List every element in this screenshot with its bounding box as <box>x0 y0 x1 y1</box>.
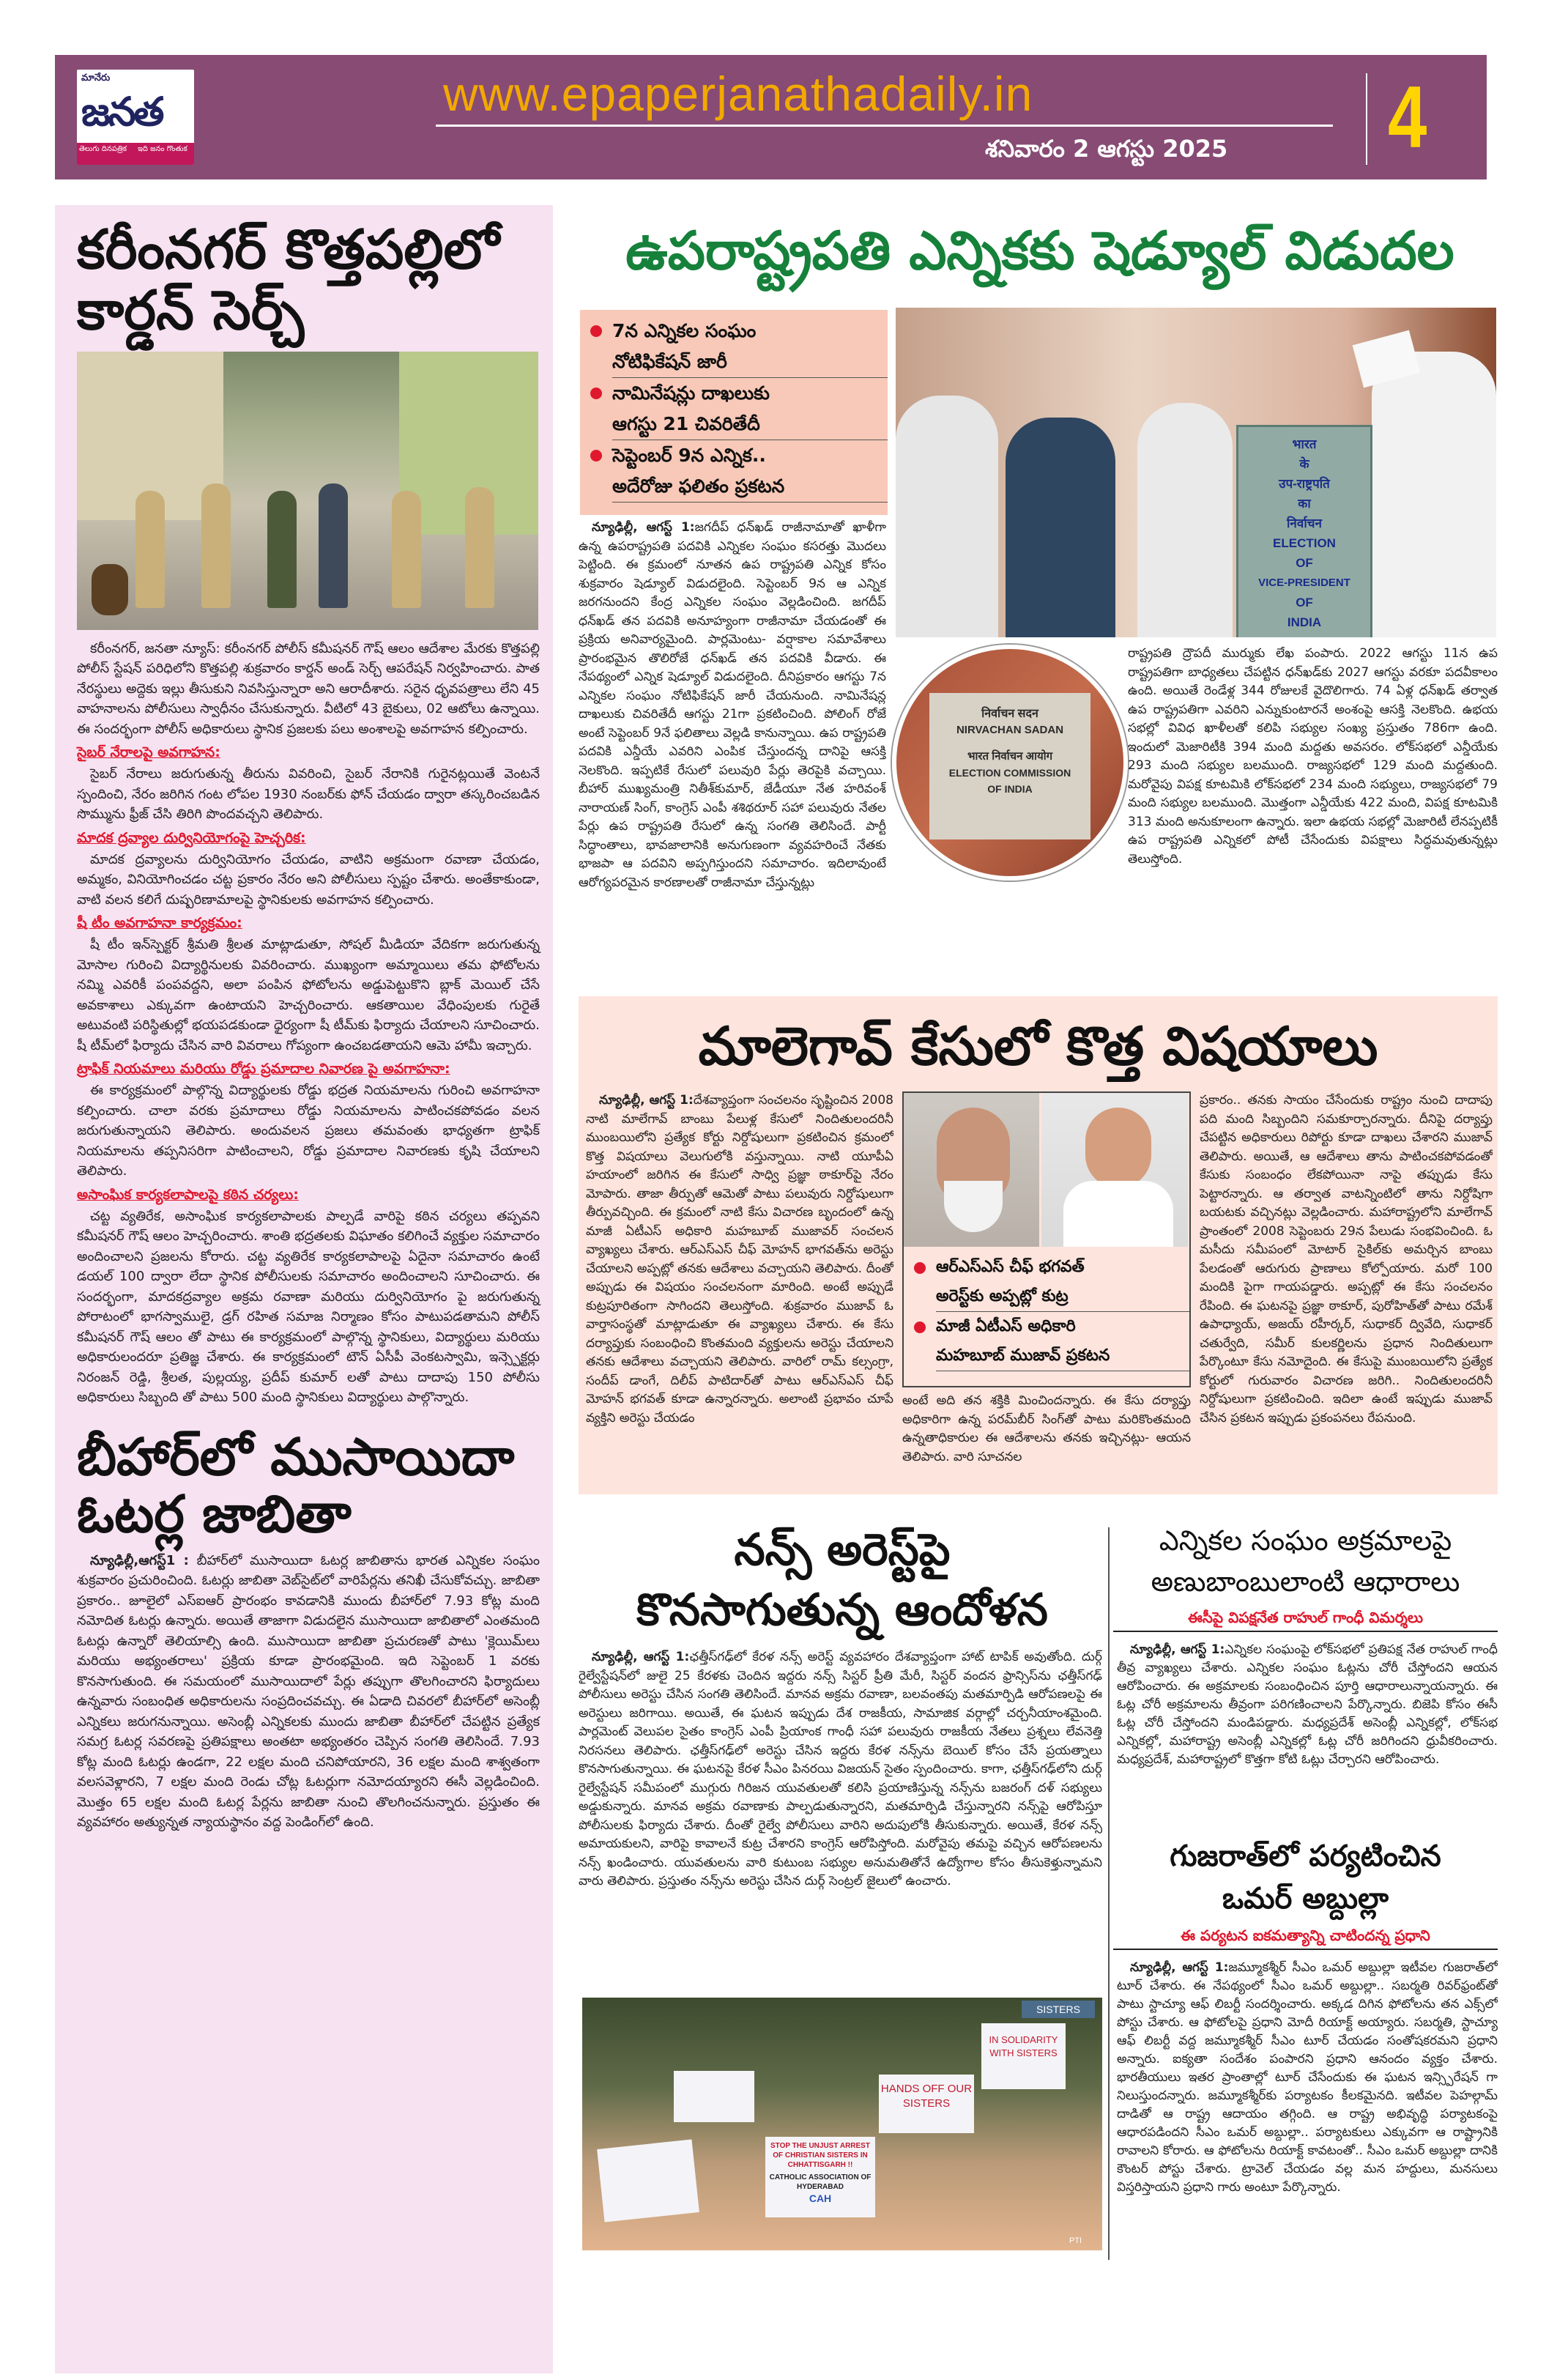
section-text: షీ టీం ఇన్‌స్పెక్టర్ శ్రీమతి శ్రీలత మాట్లాడుతూ, సోషల్ మీడియా వేదికగా జరుగుతున్న మోసాల గురించి విద్యార్థినులకు వివరించారు. ముఖ్యంగా అమ్మాయిలు తమ ఫోటోలను నమ్మి ఎవరికీ పంపవద్దని, అలా పంపిన ఫోటోలను అడ్డుపెట్టుకొని బ్లాక్ మెయిల్ చేసే అవకాశాలు ఎక్కువగా ఉంటాయని హెచ్చరించారు. ఆకతాయిల వేధింపులకు గురైతే అటువంటి పరిస్థితుల్లో భయపడకుండా ధైర్యంగా షీ టీమ్‌కు ఫిర్యాదు చేయాలని సూచించారు. షీ టీమ్‌లో ఫిర్యాదు చేసిన వారి వివరాలు గోప్యంగా ఉంచబడతాయని ఆమె హామీ ఇచ్చారు. <box>77 937 540 1053</box>
nuns-headline-line1: నన్స్ అరెస్ట్‌పై <box>734 1524 951 1576</box>
omar-dateline: న్యూఢిల్లీ, ఆగస్ట్ 1: <box>1130 1960 1229 1975</box>
vp-election-bullets <box>580 310 888 515</box>
omar-subhead: ఈ పర్యటన ఐకమత్యాన్ని చాటిందన్న ప్రధాని <box>1113 1925 1498 1950</box>
nuns-body <box>579 1648 1102 1989</box>
bullet-item: నామినేషన్లు దాఖలుకు ఆగస్టు 21 చివరితేదీ <box>580 378 888 440</box>
header-divider <box>436 125 1333 127</box>
bullet-dot-icon <box>590 450 602 461</box>
section-text: మాదక ద్రవ్యాలను దుర్వినియోగం చేయడం, వాటిని అక్రమంగా రవాణా చేయడం, అమ్మకం, వినియోగించడం చట్ట ప్రకారం నేరం అని పోలీసులు స్పష్టం చేశారు. అంతేకాకుండా, వాటి వలన కలిగే దుష్పరిణామాలపై స్థానికులకు అవగాహన కల్పించారు. <box>77 851 540 908</box>
omar-body <box>1117 1959 1498 2369</box>
bihar-headline: బీహార్‌లో ముసాయిదా ఓటర్ల జాబితా <box>77 1426 515 1545</box>
bullet-dot-icon <box>590 325 602 337</box>
nuns-headline <box>579 1520 1106 1640</box>
omar-headline-line1: గుజరాత్‌లో పర్యటించిన <box>1170 1839 1441 1873</box>
bullet-item: సెప్టెంబర్ 9న ఎన్నిక.. అదేరోజు ఫలితం ప్రకటన <box>580 440 888 503</box>
rahul-headline-line2: అణుబాంబులాంటి ఆధారాలు <box>1151 1565 1460 1598</box>
logo-strip <box>77 143 194 165</box>
section-title: షీ టీం అవగాహనా కార్యక్రమం: <box>77 915 242 932</box>
bihar-body <box>77 1551 540 1833</box>
vp-election-body-col1 <box>579 519 886 987</box>
column-divider <box>1108 1527 1110 2260</box>
rahul-body <box>1117 1641 1498 1824</box>
left-column <box>55 205 553 2373</box>
website-url[interactable]: www.epaperjanathadaily.in <box>443 67 1033 121</box>
rahul-dateline: న్యూఢిల్లీ, ఆగస్ట్ 1: <box>1130 1642 1225 1657</box>
nuns-text: ఛత్తీస్‌గఢ్‌లో కేరళ నన్స్ అరెస్ట్ వ్యవహారం దేశవ్యాప్తంగా హాట్ టాపిక్ అవుతోంది. దుర్గ్ రైల్వేస్టేషన్‌లో జులై 25 కేరళకు చెందిన ఇద్దరు నన్స్ సిస్టర్ ప్రీతి మేరీ, సిస్టర్ వందన ఫ్రాన్సిస్‌ను ఛత్తీస్‌గఢ్ పోలీసులు అరెస్టు చేసిన సంగతి తెలిసిందే. మానవ అక్రమ రవాణా, బలవంతపు మతమార్పిడి ఆరోపణలపై ఈ అరెస్టులు జరిగాయి. అయితే, ఈ ఘటన ఇప్పుడు దేశ రాజకీయ, సామాజిక వర్గాల్లో చర్చనీయాంశమైంది. పార్లమెంట్ వెలుపల సైతం కాంగ్రెస్ ఎంపీ ప్రియాంక గాంధీ సహా పలువురు రాజకీయ నేతలు ప్రశ్నలు లేవనెత్తి నిరసనలు తెలిపారు. ఛత్తీస్‌గఢ్‌లో అరెస్టు చేసిన ఇద్దరు కేరళ నన్స్‌ను బెయిల్ కోసం చేసే ప్రయత్నాలు కొనసాగుతున్నాయి. ఈ ఘటనపై కేరళ సీఎం పినరయి విజయన్ సైతం స్పందించారు. కాగా, ఛత్తీస్‌గఢ్‌లోని దుర్గ్ రైల్వేస్టేషన్ సమీపంలో ముగ్గురు గిరిజన యువతులతో కలిసి ప్రయాణిస్తున్న నన్స్‌ను బజరంగ్ దళ్ సభ్యులు అడ్డుకున్నారు. మానవ అక్రమ రవాణాకు పాల్పడుతున్నారని, మతమార్పిడి చేస్తున్నారని నన్స్‌పై ఆరోపిస్తూ పోలీసులకు ఫిర్యాదు చేశారు. దీంతో రైల్వే పోలీసులు వారిని అదుపులోకి తీసుకున్నారు. అయితే, కేరళ నన్స్‌ అమాయకులని, వారిపై కావాలనే కుట్ర చేశారని కాంగ్రెస్ ఆరోపిస్తోంది. మరోవైపు తమపై వచ్చిన ఆరోపణలను నన్స్‌ ఖండించారు. యువతులను వారి కుటుంబ సభ్యుల అనుమతితోనే ఉద్యోగాల కోసం తీసుకెళ్తున్నామని వారు తెలిపారు. ప్రస్తుతం నన్స్‌ను అరెస్టు చేసిన దుర్గ్ సెంట్రల్ జైలులో ఉంచారు. <box>579 1650 1102 1888</box>
karimnagar-headline: కరీంనగర్ కొత్తపల్లిలో కార్డన్ సెర్చ్ <box>77 218 499 342</box>
malegaon-photo-box <box>902 1091 1191 1387</box>
police-cordon-search-photo <box>77 352 538 630</box>
omar-headline-line2: ఒమర్ అబ్దుల్లా <box>1222 1882 1389 1916</box>
section-text: ఈ కార్యక్రమంలో పాల్గొన్న విద్యార్థులకు రోడ్డు భద్రత నియమాలను గురించి అవగాహనా కల్పించారు. చాలా వరకు ప్రమాదాలు రోడ్డు నియమాలను పాటించకపోవడం వలన జరుగుతున్నాయని తెలిపారు. అందువలన ప్రజలు తమవంతు భాధ్యతగా ట్రాఫిక్ నియమాలను తప్పనిసరిగా పాటించాలని, రోడ్డు ప్రమాదాల నివారణకు కృషి చేయాలని తెలిపారు. <box>77 1083 540 1179</box>
sign: SISTERS <box>1022 2001 1095 2018</box>
karimnagar-body <box>77 639 540 1408</box>
bullet-item: ఆర్ఎస్ఎస్ చీఫ్ భగవత్ అరెస్ట్‌కు అప్పట్లో కుట్ర <box>904 1253 1189 1312</box>
edition-date: శనివారం 2 ఆగస్టు 2025 <box>985 135 1228 163</box>
placard: HANDS OFF OUR SISTERS <box>879 2075 974 2133</box>
vp-text-col2: రాష్ట్రపతి ద్రౌపదీ ముర్ముకు లేఖ పంపారు. 2022 ఆగస్టు 11న ఉప రాష్ట్రపతిగా బాధ్యతలు చేపట్టిన ధన్‌ఖడ్‌కు 2027 ఆగస్టు వరకూ పదవీకాలం ఉంది. అయితే రెండేళ్ల 344 రోజులకే వైదొలిగారు. 74 ఏళ్ల ధన్‌ఖడ్ తర్వాత ఉప రాష్ట్రపతిగా ఎవరిని ఎన్నుకుంటారనే అంశంపై ఆసక్తి నెలకొంది. ఉభయ సభల్లో వివిధ ఖాళీలతో కలిపి సభ్యుల సంఖ్య ప్రస్తుతం 786గా ఉంది. ఇందులో మెజారిటీకి 394 మంది మద్దతు అవసరం. లోక్‌సభలో ఎన్డీయేకు 293 మంది సభ్యుల బలముంది. రాజ్యసభలో 129 మంది మద్దతుంది. మరోవైపు విపక్ష కూటమికి లోక్‌సభలో 234 మంది సభ్యులు, రాజ్యసభలో 79 మంది సభ్యుల బలముంది. మొత్తంగా ఎన్డీయేకు 422 మంది, విపక్ష కూటమికి 313 మంది అనుకూలంగా ఉన్నారు. ఇలా ఉభయ సభల్లో మెజారిటీ లేనప్పటికీ ఉప రాష్ట్రపతి ఎన్నికలో పోటీ చేసేందుకు విపక్షాలు సిద్ధమవుతున్నట్లు తెలుస్తోంది. <box>1128 646 1498 867</box>
page-number: 4 <box>1388 68 1427 166</box>
ballot-box: भारत के उप-राष्ट्रपति का निर्वाचन ELECTION OF VICE-PRESIDENT OF INDIA <box>1236 425 1372 637</box>
malegaon-article <box>579 996 1498 1494</box>
malegaon-headline: మాలెగావ్ కేసులో కొత్త విషయాలు <box>698 1015 1378 1077</box>
malegaon-dateline: న్యూఢిల్లీ, ఆగస్ట్ 1: <box>599 1093 694 1108</box>
mehboob-mujawar-photo <box>904 1093 1039 1247</box>
placard: IN SOLIDARITY WITH SISTERS <box>981 2023 1066 2089</box>
vp-dateline: న్యూఢిల్లీ, ఆగస్ట్ 1: <box>592 520 695 535</box>
section-text: చట్ట వ్యతిరేక, అసాంఘిక కార్యకలాపాలకు పాల్పడే వారిపై కఠిన చర్యలు తప్పవని కమీషనర్ గౌష్ ఆలం హెచ్చరించారు. శాంతి భద్రతలకు విఘాతం కలిగించే వ్యక్తుల సమాచారం అందించాలని ప్రజలను కోరారు. చట్ట వ్యతిరేక కార్యకలాపాలపై ఏదైనా సమాచారం ఉంటే డయల్ 100 ద్వారా లేదా స్థానిక పోలీసులకు సమాచారం అందించాలని సూచించారు. ఈ సందర్భంగా, మాదకద్రవ్యాల అక్రమ రవాణా మరియు దుర్వినియోగం పై జరుగుతున్న పోరాటంలో భాగస్వాములై, డ్రగ్ రహిత సమాజ నిర్మాణం కోసం పాటుపడతామని పోలీస్ కమీషనర్ గౌష్ ఆలం తో పాటు ఈ కార్యక్రమంలో పాల్గొన్న స్థానికులు, విద్యార్థులు మరియు అధికారులందరూ ప్రతిజ్ఞ చేశారు. ఈ కార్యక్రమంలో టౌన్ ఏసీపీ వెంకటస్వామి, ఇన్స్పెక్టర్లు నిరంజన్ రెడ్డి, శ్రీలత, పుల్లయ్య, ప్రదీప్ కుమార్ లతో పాటు దాదాపు 150 పోలీసు అధికారులు సిబ్బంది తో పాటు 500 మంది స్థానికులు విద్యార్థులు పాల్గొన్నారు. <box>77 1208 540 1406</box>
nuns-headline-line2: కొనసాగుతున్న ఆందోళన <box>636 1584 1048 1636</box>
bullet-item: 7న ఎన్నికల సంఘం నోటిఫికేషన్ జారీ <box>580 316 888 378</box>
header-vertical-divider <box>1366 73 1367 165</box>
rahul-headline <box>1113 1520 1498 1602</box>
election-commission-building-photo: निर्वाचन सदन NIRVACHAN SADAN भारत निर्वाचन आयोग ELECTION COMMISSION OF INDIA <box>892 645 1128 881</box>
karimnagar-lead: కరీంనగర్, జనతా న్యూస్: కరీంనగర్ పోలీస్ కమీషనర్ గౌష్ ఆలం ఆదేశాల మేరకు కొత్తపల్లి పోలీస్ స్టేషన్ పరిధిలోని కొత్తపల్లి శుక్రవారం కార్డన్ అండ్ సెర్చ్ ఆపరేషన్ నిర్వహించారు. పాత నేరస్థులు అద్దెకు ఇల్లు తీసుకుని నివసిస్తున్నారా అని ఆరాదీశారు. సరైన ధృవపత్రాలు లేని 45 వాహనాలను పోలీసులు స్వాధీనం చేసుకున్నారు. వీటిలో 43 బైకులు, 02 ఆటోలు ఉన్నాయి. ఈ సందర్భంగా పోలీస్ అధికారులు స్థానిక ప్రజలకు పలు అంశాలపై అవగాహన కల్పించారు. <box>77 640 540 737</box>
nuns-protest-photo <box>582 1998 1102 2250</box>
bullet-item: మాజీ ఏటీఎస్ అధికారి మహబూబ్ ముజావ్ ప్రకటన <box>904 1312 1189 1371</box>
logo-tag-left: తెలుగు దినపత్రిక <box>79 145 127 153</box>
omar-text: జమ్మూకశ్మీర్ సీఎం ఒమర్ అబ్దుల్లా ఇటీవల గుజరాత్‌లో టూర్ చేశారు. ఈ నేపథ్యంలో సీఎం ఒమర్ అబ్దుల్లా.. సబర్మతి రివర్‌ఫ్రంట్‌తో పాటు స్టాచ్యూ ఆఫ్ లిబర్టీ సందర్శించారు. అక్కడ దిగిన ఫోటోలను తన ఎక్స్‌లో పోస్టు చేశారు. ఆ ఫోటోలపై ప్రధాని మోదీ రియాక్ట్ అయ్యారు. సబర్మతి, స్టాచ్యూ ఆఫ్ లిబర్టీ వద్ద జమ్మూకశ్మీర్ సీఎం టూర్ చేయడం సంతోషకరమని ప్రధాని అన్నారు. ఐక్యతా సందేశం పంపారని ప్రధాని ఆనందం వ్యక్తం చేశారు. భారతీయులు ఇతర ప్రాంతాల్లో టూర్ చేసేందుకు ఈ ఘటన ఇన్స్పిరేషన్ గా నిలుస్తుందన్నారు. జమ్మూకశ్మీర్‌కు పర్యాటకం కీలకమైనది. ఇటీవల పెహల్గామ్ దాడితో ఆ రాష్ట్ర ఆదాయం తగ్గింది. ఆ రాష్ట్ర అభివృద్ధి పర్యాటకంపై ఆధారపడిందని సీఎం ఒమర్ అబ్దుల్లా.. పర్యాటకులు ఎక్కువగా ఆ రాష్ట్రానికి రావాలని కోరారు. ఆ ఫోటోలను రియాక్ట్ కావటంతో.. సీఎం ఒమర్ అబ్దుల్లా దానికి కౌంటర్ పోస్టు చేశారు. ట్రావెల్ చేయడం వల్ల మన హద్దులు, మనసులు విస్తరిస్తాయని ప్రధాని గారు అంటూ పేర్కొన్నారు. <box>1117 1960 1498 2195</box>
malegaon-body-col3: ప్రకారం.. తనకు సాయం చేసేందుకు రాష్ట్రం నుంచి దాదాపు పది మంది సిబ్బందిని సమకూర్చారన్నారు. దీనిపై దర్యాప్తు చేపట్టిన అధికారులు రిపోర్టు కూడా దాఖలు చేశారని ముజావ్ తెలిపారు. అయితే, ఆ ఆదేశాలు తాను పాటించకపోవడంతో కేసుకు సంబంధం లేకపోయినా నాపై తప్పుడు కేసు పెట్టారన్నారు. ఆ తర్వాత వాటన్నింటిలో తాను నిర్దోషిగా బయటకు వచ్చినట్లు వెల్లడించారు. మహారాష్ట్రలోని మాలేగావ్ ప్రాంతంలో 2008 సెప్టెంబరు 29న పేలుడు సంభవించింది. ఓ మసీదు సమీపంలో మోటార్ సైకిల్‌కు అమర్చిన బాంబు పేలడంతో ఆరుగురు ప్రాణాలు కోల్పోయారు. మరో 100 మందికి పైగా గాయపడ్డారు. అప్పట్లో ఈ కేసు సంచలనం రేపింది. ఈ ఘటనపై ప్రజ్ఞా ఠాకూర్, పురోహిత్‌తో పాటు రమేశ్ ఉపాధ్యాయ్, అజయ్ రహీర్కర్, సుధాకర్ ద్వివేది, సుధాకర్ చతుర్వేది, సమీర్ కులకర్ణిలను ప్రధాన నిందితులుగా పేర్కొంటూ కేసు నమోదైంది. ఈ కేసుపై ముంబయిలోని ప్రత్యేక కోర్టులో గురువారం విచారణ జరిగి.. నిందితులందరినీ నిర్దోషులుగా ప్రకటించింది. ఇదిలా ఉంటే ఇప్పుడు ముజావ్ చేసిన ప్రకటన ఇప్పుడు ప్రకంపనలు రేపనుంది. <box>1200 1093 1493 1426</box>
bihar-text: బీహార్‌లో ముసాయిదా ఓటర్ల జాబితాను భారత ఎన్నికల సంఘం శుక్రవారం ప్రచురించింది. ఓటర్లు జాబితా వెబ్‌సైట్‌లో వారిపేర్లను తనిఖీ చేసుకోవచ్చు. జాబితా ప్రకారం.. జూలైలో ఎస్ఐఆర్ ప్రారంభం కావడానికి ముందు బీహార్‌లో 7.93 కోట్ల మంది నమోదిత ఓటర్లు ఉన్నారు. అయితే తాజాగా విడుదలైన ముసాయిదా జాబితాలో ఎంతమంది ఓటర్లు ఉన్నారో తెలియాల్సి ఉంది. ముసాయిదా జాబితా ప్రచురణతో పాటు 'క్లెయిమ్‌లు మరియు అభ్యంతరాలు' ప్రక్రియ కూడా ప్రారంభమైంది. ఇది సెప్టెంబర్ 1 వరకు కొనసాగుతుంది. ఈ సమయంలో ముసాయిదాలో పేర్లు తప్పుగా తొలగించారని ఫిర్యాదులు ఉన్నవారు సంబంధిత అధికారులను సంప్రదించవచ్చు. ఈ ఏడాది చివరలో బీహార్‌లో అసెంబ్లీ ఎన్నికలు జరుగనున్నాయి. అసెంబ్లీ ఎన్నికలకు ముందు జాబితా బీహార్‌లో చేపట్టిన ప్రత్యేక సమగ్ర ఓటర్ల సవరణపై ప్రతిపక్షాలు అంతటా అభ్యంతరం చెప్పిన సంగతి తెలిసిందే. 7.93 కోట్ల మంది ఓటర్లు ఉండగా, 22 లక్షల మంది చనిపోయారని, 36 లక్షల మంది శాశ్వతంగా వలసవెళ్లారని, 7 లక్షల మంది రెండు చోట్ల ఓటర్లుగా నమోదయ్యారని ఈసీ వెల్లడించింది. మొత్తం 65 లక్షల మంది ఓటర్ల పేర్లను జాబితా నుంచి తొలగించనున్నారు. ప్రస్తుతం ఈ వ్యవహారం అత్యున్నత న్యాయస్థానం వద్ద పెండింగ్‌లో ఉంది. <box>77 1552 540 1831</box>
vp-text-col1: జగదీప్ ధన్‌ఖడ్ రాజీనామాతో ఖాళీగా ఉన్న ఉపరాష్ట్రపతి పదవికి ఎన్నికల సంఘం కసరత్తు మొదలు పెట్టింది. ఈ క్రమంలో నూతన ఉప రాష్ట్రపతి ఎన్నిక కోసం శుక్రవారం షెడ్యూల్ విడుదలైంది. సెప్టెంబర్ 9న ఆ ఎన్నిక జరగనుందని కేంద్ర ఎన్నికల సంఘం వెల్లడించింది. జగదీప్ ధన్‌ఖడ్ తన పదవికి అనూహ్యంగా రాజీనామా చేయడంతో ఈ ప్రక్రియ అనివార్యమైంది. పార్లమెంటు- వర్షాకాల సమావేశాలు ప్రారంభమైన తొలిరోజే ధన్‌ఖడ్ తన పదవికి వీడారు. ఈ నేపథ్యంలో ఎన్నిక షెడ్యూల్ విడుదలైంది. దీనిప్రకారం ఆగస్టు 7న ఎన్నికల సంఘం నోటిఫికేషన్ జారీ చేయనుంది. నామినేషన్ల దాఖలుకు చివరితేదీ ఆగస్టు 21గా ప్రకటించింది. పోలింగ్ రోజే అంటే సెప్టెంబర్ 9నే ఫలితాలు వెల్లడి కానున్నాయి. ఉప రాష్ట్రపతి పదవికి ఎన్డీయే ఎవరిని ఎంపిక చేస్తుందన్న దానిపై ఆసక్తి నెలకొంది. ఇప్పటికే రేసులో పలువురి పేర్లు తెరపైకి వచ్చాయి. బీహార్ ముఖ్యమంత్రి నితీశ్‌కుమార్, జేడీయూ నేత హరివంశ్ నారాయణ్ సింగ్, కాంగ్రెస్ ఎంపీ శశిథరూర్ సహా పలువురు నేతల పేర్లు ఉప రాష్ట్రపతి రేసులో ఉన్న సంగతి తెలిసిందే. పార్టీ సిద్ధాంతాలు, భావజాలానికి అనుగుణంగా వ్యవహరించే నేతకు భాజపా ఆ పదవిని అప్పగిస్తుందని సమాచారం. ఇదిలావుంటే ఆరోగ్యపరమైన కారణాలతో రాజీనామా చేస్తున్నట్లు <box>579 520 886 890</box>
section-title: ట్రాఫిక్ నియమాలు మరియు రోడ్డు ప్రమాదాల నివారణ పై అవగాహనా: <box>77 1061 450 1078</box>
nuns-dateline: న్యూఢిల్లీ, ఆగస్ట్ 1: <box>592 1650 690 1664</box>
bihar-dateline: న్యూఢిల్లీ,ఆగస్ట్1 : <box>90 1552 189 1568</box>
section-title: అసాంఘిక కార్యకలాపాలపై కఠిన చర్యలు: <box>77 1186 299 1203</box>
mohan-bhagwat-photo <box>1041 1093 1188 1247</box>
rahul-headline-line1: ఎన్నికల సంఘం అక్రమాలపై <box>1159 1524 1452 1557</box>
logo-prefix: మానేరు <box>81 73 111 84</box>
rahul-text: ఎన్నికల సంఘంపై లోక్‌సభలో ప్రతిపక్ష నేత రాహుల్ గాంధీ తీవ్ర వ్యాఖ్యలు చేశారు. ఎన్నికల సంఘం ఓట్లను చోరీ చేస్తోందని ఆయన ఆరోపించారు. ఈ అక్రమాలకు సంబంధించిన పూర్తి ఆధారాలున్నాయన్నారు. ఈ ఓట్ల చోరీ అక్రమాలను తీవ్రంగా పరిగణించాలని పేర్కొన్నారు. బిజెపి కోసం ఈసీ ఓట్ల చోరీ చేస్తోందని మండిపడ్డారు. మధ్యప్రదేశ్ అసెంబ్లీ ఎన్నికల్లో, లోక్‌సభ ఎన్నికల్లో, మహారాష్ట్ర అసెంబ్లీ ఎన్నికల్లో ఓట్ల చోరీ జరిగిందని ధ్రువీకరించారు. మధ్యప్రదేశ్, మహారాష్ట్రలో కొత్తగా కోటి ఓట్లు చేర్చారని ఆరోపించారు. <box>1117 1642 1498 1767</box>
logo-name: జనత <box>81 89 163 135</box>
rahul-subhead: ఈసీపై విపక్షనేత రాహుల్ గాంధీ విమర్శలు <box>1113 1607 1498 1632</box>
section-title: మాదక ద్రవ్యాల దుర్వినియోగంపై హెచ్చరిక: <box>77 829 306 846</box>
section-title: సైబర్ నేరాలపై అవగాహన: <box>77 744 220 761</box>
vp-election-headline: ఉపరాష్ట్రపతి ఎన్నికకు షెడ్యూల్ విడుదల <box>625 220 1454 281</box>
photo-credit: PTI <box>1069 2236 1082 2245</box>
vp-election-body-col2 <box>1128 645 1498 987</box>
ballot-box-photo <box>896 308 1496 637</box>
left-column-flow <box>77 220 540 1833</box>
section-text: సైబర్ నేరాలు జరుగుతున్న తీరును వివరించి, సైబర్ నేరానికి గురైనట్లయితే వెంటనే స్పందించి, నేరం జరిగిన గంట లోపల 1930 నంబర్‌కు ఫోన్ చేయడం ద్వారా తస్కరించబడిన సొమ్మును ఫ్రీజ్ చేసి తిరిగి పొందవచ్చని తెలిపారు. <box>77 766 540 823</box>
omar-headline <box>1113 1835 1498 1920</box>
logo-tag-right: ఇది జనం గొంతుక <box>138 145 187 153</box>
placard: STOP THE UNJUST ARREST OF CHRISTIAN SISTERS IN CHHATTISGARH !! CATHOLIC ASSOCIATION OF HYDERABAD CAH <box>765 2137 875 2217</box>
newspaper-logo <box>77 70 194 165</box>
bullet-dot-icon <box>914 1262 926 1274</box>
malegaon-text-col1: దేశవ్యాప్తంగా సంచలనం సృష్టించిన 2008 నాటి మాలేగావ్ బాంబు పేలుళ్ల కేసులో నిందితులందరినీ ముంబయిలోని ప్రత్యేక కోర్టు నిర్దోషులుగా ప్రకటించిన క్రమంలో కొత్త విషయాలు వెలుగులోకి వస్తున్నాయి. నాటి యూపీఏ హయాంలో జరిగిన ఈ కేసులో సాధ్వి ప్రజ్ఞా ఠాకూర్‌పై నేరం మోపారు. తాజా తీర్పుతో ఆమెతో పాటు పలువురు నిర్దోషులుగా తీర్పువచ్చింది. ఈ క్రమంలో నాటి కేసు విచారణ బృందంలో ఉన్న మాజీ ఏటీఎస్ అధికారి మహబూబ్ ముజావర్ సంచలన వ్యాఖ్యలు చేశారు. ఆర్ఎస్ఎస్ చీఫ్ మోహన్ భాగవత్‌ను అరెస్టు చేయాలని అప్పట్లో తనకు ఆదేశాలు వచ్చాయని తెలిపారు. దీంతో అప్పుడు ఈ విషయం సంచలనంగా మారింది. అంటే అప్పుడే కుట్రపూరితంగా సాగిందని తెలుస్తోంది. శుక్రవారం ముజావ్ ఓ వార్తాసంస్థతో మాట్లాడుతూ ఈ వ్యాఖ్యలు చేశారు. ఈ కేసు దర్యాప్తుకు సంబంధించి కొంతమంది వ్యక్తులను అరెస్టు చేయాలని తనకు ఆదేశాలు వచ్చాయని తెలిపారు. వారిలో రామ్ కల్సంగ్రా, సందీప్ డాంగే, దిలీప్ పాటిదార్‌తో పాటు ఆర్ఎస్ఎస్ చీఫ్ మోహన్ భగవత్ కూడా ఉన్నారన్నారు. అలాంటి ప్రభావం చూపే వ్యక్తిని అరెస్టు చేయడం <box>586 1093 893 1426</box>
malegaon-body-col1 <box>586 1091 893 1487</box>
bullet-dot-icon <box>590 388 602 399</box>
masthead <box>55 55 1487 179</box>
malegaon-body-col2: అంటే అది తన శక్తికి మించిందన్నారు. ఈ కేసు దర్యాప్తు అధికారిగా ఉన్న పరమ్‌బీర్ సింగ్‌తో పాటు మరికొంతమంది ఉన్నతాధికారుల ఈ ఆదేశాలను తనకు ఇచ్చినట్లు- ఆయన తెలిపారు. వారి సూచనల <box>902 1393 1191 1464</box>
bullet-dot-icon <box>914 1321 926 1333</box>
